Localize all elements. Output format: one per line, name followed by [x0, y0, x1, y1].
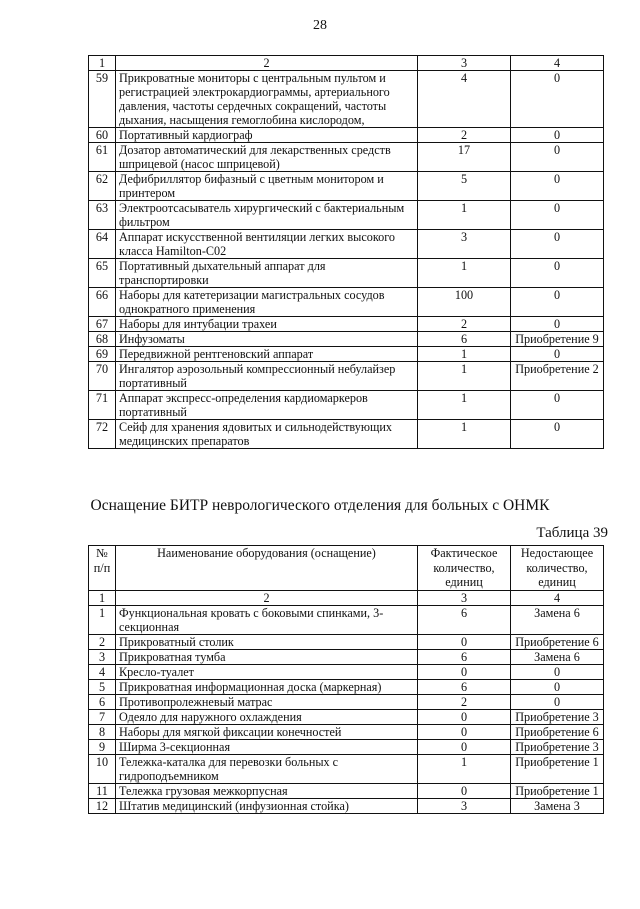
table-row [89, 347, 604, 362]
row-missing: Приобретение 3 [511, 709, 604, 724]
row-name: Инфузоматы [116, 332, 418, 347]
row-number: 4 [89, 664, 116, 679]
table1-index-cell: 4 [511, 56, 604, 71]
row-missing: 0 [511, 230, 604, 259]
row-quantity: 17 [418, 143, 511, 172]
table1-index-cell: 2 [116, 56, 418, 71]
row-quantity: 6 [418, 679, 511, 694]
row-name: Одеяло для наружного охлаждения [116, 709, 418, 724]
row-quantity: 0 [418, 664, 511, 679]
row-number: 12 [89, 798, 116, 813]
table-row [89, 724, 604, 739]
row-name: Функциональная кровать с боковыми спинками, 3-секционная [116, 605, 418, 634]
table-row [89, 332, 604, 347]
row-missing: Приобретение 1 [511, 783, 604, 798]
row-name: Аппарат экспресс-определения кардиомаркеров портативный [116, 391, 418, 420]
row-missing: 0 [511, 679, 604, 694]
row-quantity: 0 [418, 783, 511, 798]
table2-body [89, 546, 604, 814]
table-caption: Таблица 39 [536, 525, 608, 541]
row-quantity: 2 [418, 317, 511, 332]
row-number: 3 [89, 649, 116, 664]
table1-index-cell: 3 [418, 56, 511, 71]
row-name: Портативный кардиограф [116, 128, 418, 143]
table2-index-cell: 3 [418, 590, 511, 605]
table-row [89, 694, 604, 709]
table-row [89, 71, 604, 128]
row-name: Противопролежневый матрас [116, 694, 418, 709]
row-missing: 0 [511, 128, 604, 143]
table-row [89, 798, 604, 813]
row-quantity: 0 [418, 634, 511, 649]
row-name: Дозатор автоматический для лекарственных средств шприцевой (насос шприцевой) [116, 143, 418, 172]
row-number: 64 [89, 230, 116, 259]
row-missing: 0 [511, 143, 604, 172]
row-number: 11 [89, 783, 116, 798]
row-name: Штатив медицинский (инфузионная стойка) [116, 798, 418, 813]
row-number: 61 [89, 143, 116, 172]
row-name: Ширма 3-секционная [116, 739, 418, 754]
row-number: 60 [89, 128, 116, 143]
row-name: Ингалятор аэрозольный компрессионный небулайзер портативный [116, 362, 418, 391]
section-title: Оснащение БИТР неврологического отделения для больных с ОНМК [90, 497, 550, 514]
row-number: 66 [89, 288, 116, 317]
row-quantity: 100 [418, 288, 511, 317]
row-missing: Приобретение 6 [511, 724, 604, 739]
row-quantity: 0 [418, 739, 511, 754]
row-number: 10 [89, 754, 116, 783]
table2-index-cell: 2 [116, 590, 418, 605]
row-number: 9 [89, 739, 116, 754]
row-number: 68 [89, 332, 116, 347]
header-name: Наименование оборудования (оснащение) [116, 546, 418, 591]
row-name: Портативный дыхательный аппарат для транспортировки [116, 259, 418, 288]
row-name: Прикроватные мониторы с центральным пультом и регистрацией электрокардиограммы, артериального давления, частоты сердечных сокращений, частоты дыхания, насыщения гемоглобина кислородом, [116, 71, 418, 128]
row-quantity: 5 [418, 172, 511, 201]
row-quantity: 4 [418, 71, 511, 128]
row-number: 6 [89, 694, 116, 709]
table-row [89, 634, 604, 649]
row-missing: 0 [511, 201, 604, 230]
table-row [89, 679, 604, 694]
table-row [89, 362, 604, 391]
row-missing: 0 [511, 172, 604, 201]
row-quantity: 6 [418, 649, 511, 664]
row-missing: Приобретение 2 [511, 362, 604, 391]
row-number: 72 [89, 420, 116, 449]
row-name: Передвижной рентгеновский аппарат [116, 347, 418, 362]
row-missing: 0 [511, 664, 604, 679]
header-actual: Фактическое количество, единиц [418, 546, 511, 591]
table-row [89, 649, 604, 664]
table2-index-cell: 1 [89, 590, 116, 605]
row-number: 65 [89, 259, 116, 288]
row-number: 5 [89, 679, 116, 694]
row-quantity: 1 [418, 347, 511, 362]
table-row [89, 783, 604, 798]
table2-index-cell: 4 [511, 590, 604, 605]
table-row [89, 709, 604, 724]
row-name: Электроотсасыватель хирургический с бактериальным фильтром [116, 201, 418, 230]
row-quantity: 2 [418, 128, 511, 143]
row-name: Тележка-каталка для перевозки больных с гидроподъемником [116, 754, 418, 783]
row-number: 8 [89, 724, 116, 739]
row-missing: Замена 6 [511, 605, 604, 634]
row-missing: Приобретение 9 [511, 332, 604, 347]
row-missing: 0 [511, 694, 604, 709]
row-name: Наборы для катетеризации магистральных сосудов однократного применения [116, 288, 418, 317]
table-row [89, 230, 604, 259]
table1-body [89, 56, 604, 449]
table-row [89, 605, 604, 634]
row-number: 7 [89, 709, 116, 724]
row-quantity: 1 [418, 391, 511, 420]
row-quantity: 6 [418, 605, 511, 634]
row-missing: Замена 3 [511, 798, 604, 813]
row-number: 63 [89, 201, 116, 230]
equipment-table-39 [88, 545, 604, 814]
table2-index-row [89, 590, 604, 605]
row-quantity: 1 [418, 259, 511, 288]
row-number: 70 [89, 362, 116, 391]
row-number: 67 [89, 317, 116, 332]
row-name: Дефибриллятор бифазный с цветным монитором и принтером [116, 172, 418, 201]
row-quantity: 6 [418, 332, 511, 347]
row-number: 1 [89, 605, 116, 634]
table-row [89, 664, 604, 679]
table-row [89, 259, 604, 288]
row-name: Прикроватная информационная доска (маркерная) [116, 679, 418, 694]
row-missing: Приобретение 3 [511, 739, 604, 754]
table-row [89, 201, 604, 230]
row-quantity: 3 [418, 798, 511, 813]
row-missing: 0 [511, 71, 604, 128]
table-row [89, 317, 604, 332]
table1-index-row [89, 56, 604, 71]
row-missing: 0 [511, 317, 604, 332]
row-name: Сейф для хранения ядовитых и сильнодействующих медицинских препаратов [116, 420, 418, 449]
row-missing: 0 [511, 391, 604, 420]
row-missing: 0 [511, 288, 604, 317]
row-number: 2 [89, 634, 116, 649]
table2-header-row [89, 546, 604, 591]
row-number: 69 [89, 347, 116, 362]
row-quantity: 1 [418, 754, 511, 783]
table-row [89, 739, 604, 754]
equipment-table-continued [88, 55, 604, 449]
row-quantity: 1 [418, 201, 511, 230]
table1-index-cell: 1 [89, 56, 116, 71]
row-quantity: 1 [418, 362, 511, 391]
row-name: Наборы для интубации трахеи [116, 317, 418, 332]
row-missing: 0 [511, 420, 604, 449]
row-quantity: 2 [418, 694, 511, 709]
row-name: Прикроватная тумба [116, 649, 418, 664]
row-name: Наборы для мягкой фиксации конечностей [116, 724, 418, 739]
row-number: 59 [89, 71, 116, 128]
header-num: № п/п [89, 546, 116, 591]
row-missing: Приобретение 1 [511, 754, 604, 783]
row-name: Аппарат искусственной вентиляции легких высокого класса Hamilton-C02 [116, 230, 418, 259]
row-quantity: 0 [418, 709, 511, 724]
row-missing: Приобретение 6 [511, 634, 604, 649]
row-number: 62 [89, 172, 116, 201]
row-name: Прикроватный столик [116, 634, 418, 649]
row-missing: 0 [511, 259, 604, 288]
header-missing: Недостающее количество, единиц [511, 546, 604, 591]
table-row [89, 754, 604, 783]
table-row [89, 288, 604, 317]
table-row [89, 420, 604, 449]
table-row [89, 391, 604, 420]
page-number: 28 [313, 18, 327, 33]
table-row [89, 128, 604, 143]
row-name: Тележка грузовая межкорпусная [116, 783, 418, 798]
table-row [89, 172, 604, 201]
row-number: 71 [89, 391, 116, 420]
table-row [89, 143, 604, 172]
row-quantity: 3 [418, 230, 511, 259]
row-quantity: 0 [418, 724, 511, 739]
row-missing: 0 [511, 347, 604, 362]
row-missing: Замена 6 [511, 649, 604, 664]
row-quantity: 1 [418, 420, 511, 449]
row-name: Кресло-туалет [116, 664, 418, 679]
